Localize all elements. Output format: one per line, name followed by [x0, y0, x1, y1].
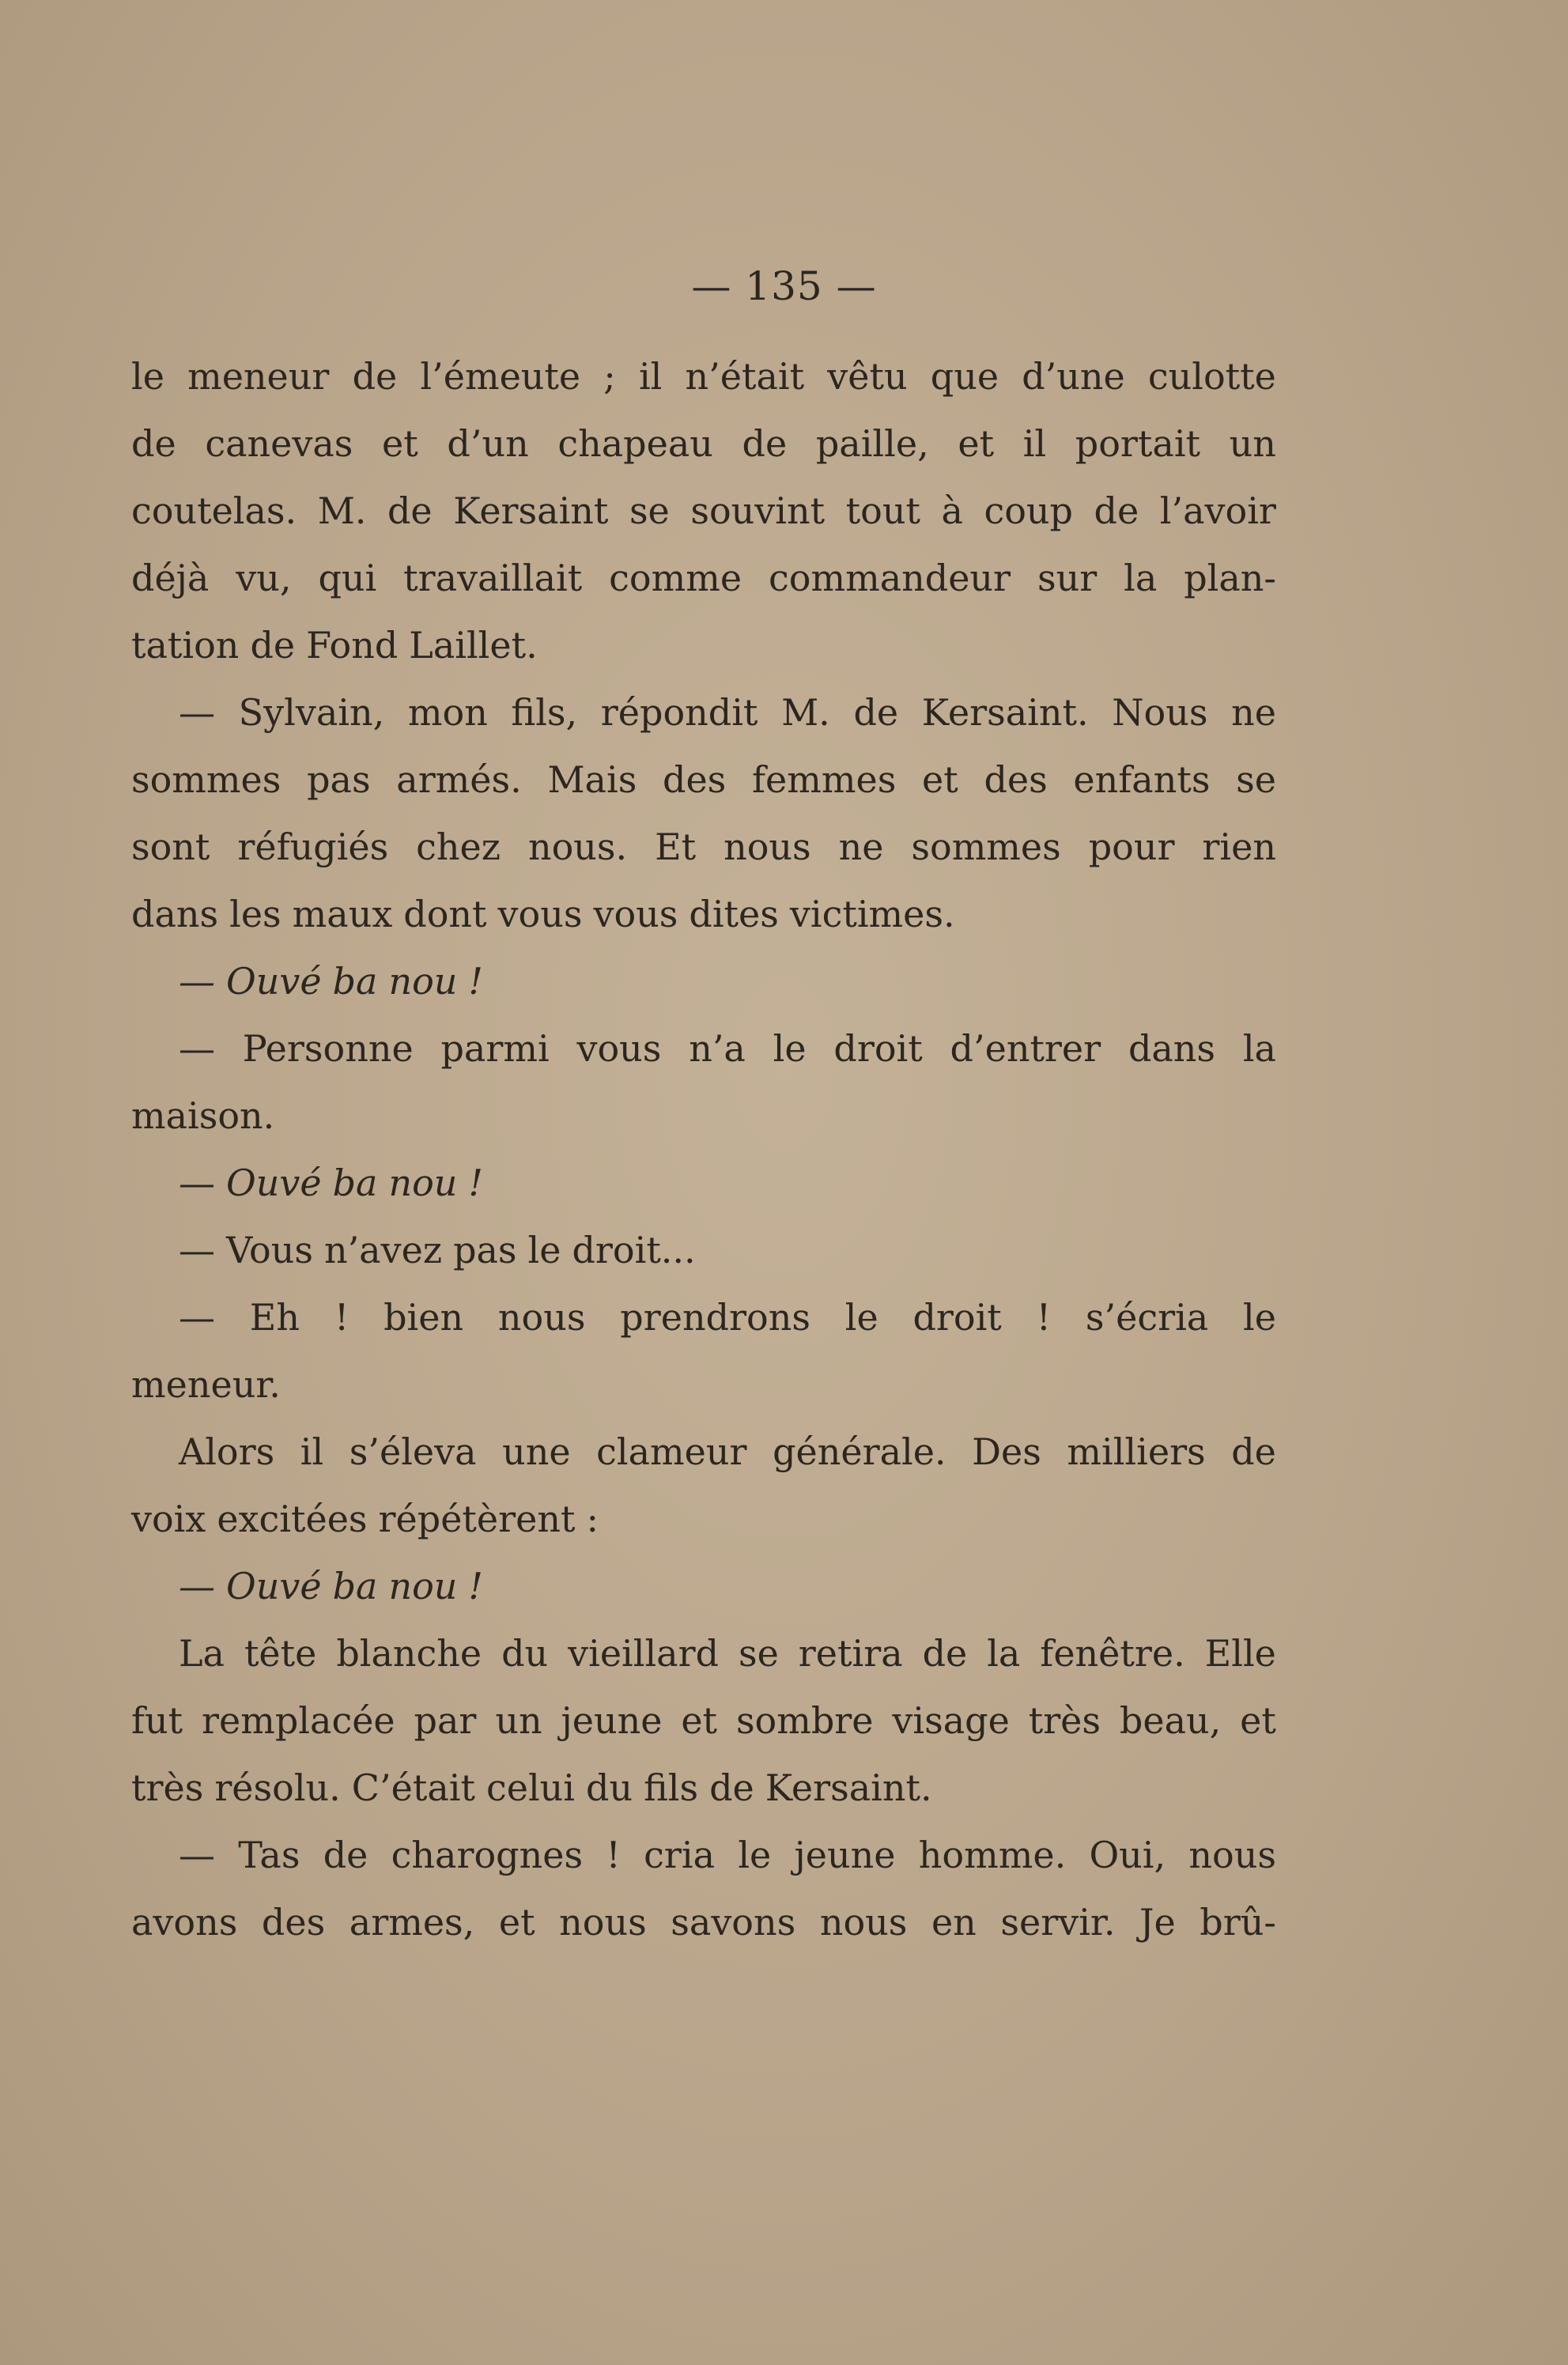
- word: dites: [689, 893, 779, 935]
- word: Eh: [249, 1296, 300, 1339]
- word: chapeau: [557, 422, 713, 465]
- text-line: [131, 612, 1276, 679]
- word: plan-: [1184, 557, 1276, 599]
- word: de: [742, 422, 788, 465]
- word: vous: [497, 893, 583, 935]
- text-line: [131, 478, 1276, 545]
- word: jeune: [561, 1699, 663, 1742]
- word: s’écria: [1085, 1296, 1209, 1339]
- word: brû-: [1200, 1901, 1276, 1944]
- text-line: [131, 1015, 1276, 1082]
- word: fut: [131, 1699, 183, 1742]
- text-line: [131, 545, 1276, 612]
- word: résolu.: [214, 1766, 341, 1809]
- text-line: [131, 1284, 1276, 1351]
- word: très: [1028, 1699, 1101, 1742]
- word: La: [179, 1632, 225, 1675]
- word: beau,: [1119, 1699, 1222, 1742]
- word: ba: [332, 1162, 378, 1204]
- word: nous: [497, 1296, 586, 1339]
- text-line: [131, 1150, 1276, 1217]
- word: celui: [486, 1766, 575, 1809]
- word: rien: [1202, 825, 1276, 868]
- word: fenêtre.: [1040, 1632, 1185, 1675]
- word: fils: [644, 1766, 699, 1809]
- word: visage: [892, 1699, 1010, 1742]
- word: —: [179, 691, 215, 734]
- word: charognes: [391, 1834, 584, 1876]
- word: les: [229, 893, 281, 935]
- word: !: [468, 1565, 483, 1608]
- word: coutelas.: [131, 489, 297, 532]
- word: il: [1022, 422, 1047, 465]
- word: des: [984, 758, 1048, 801]
- word: répondit: [600, 691, 758, 734]
- text-line: [131, 1351, 1276, 1419]
- word: prendrons: [620, 1296, 810, 1339]
- word: nous: [1188, 1834, 1276, 1876]
- word: de: [709, 1766, 754, 1809]
- word: Des: [972, 1430, 1041, 1473]
- word: vous: [593, 893, 678, 935]
- word: très: [131, 1766, 204, 1809]
- word: ;: [603, 355, 616, 398]
- word: du: [586, 1766, 633, 1809]
- word: tête: [244, 1632, 317, 1675]
- word: sombre: [735, 1699, 874, 1742]
- word: tation: [131, 624, 240, 667]
- word: à: [941, 489, 963, 532]
- word: parmi: [440, 1027, 550, 1070]
- word: Ouvé: [226, 1565, 322, 1608]
- word: le: [527, 1229, 561, 1271]
- word: que: [930, 355, 999, 398]
- word: travaillait: [403, 557, 583, 599]
- page-text: [131, 343, 1276, 1956]
- word: clameur: [596, 1430, 747, 1473]
- word: avons: [131, 1901, 238, 1944]
- word: du: [501, 1632, 549, 1675]
- word: de: [323, 1834, 368, 1876]
- word: il: [638, 355, 663, 398]
- word: Kersaint.: [921, 691, 1089, 734]
- word: Oui,: [1089, 1834, 1166, 1876]
- word: ba: [332, 960, 378, 1003]
- word: comme: [609, 557, 742, 599]
- word: Laillet.: [409, 624, 538, 667]
- word: Ouvé: [226, 1162, 322, 1204]
- word: de: [387, 489, 433, 532]
- word: la: [1124, 557, 1158, 599]
- page-number: — 135 —: [691, 263, 877, 309]
- word: Elle: [1204, 1632, 1276, 1675]
- word: de: [853, 691, 899, 734]
- word: se: [629, 489, 670, 532]
- text-line: [131, 1687, 1276, 1755]
- word: —: [179, 1565, 215, 1608]
- word: réfugiés: [237, 825, 389, 868]
- word: !: [606, 1834, 621, 1876]
- word: et: [681, 1699, 718, 1742]
- word: dans: [131, 893, 219, 935]
- word: la: [1242, 1027, 1276, 1070]
- word: !: [1036, 1296, 1052, 1339]
- word: :: [586, 1498, 599, 1540]
- word: tout: [845, 489, 920, 532]
- word: de: [1094, 489, 1139, 532]
- word: pas: [307, 758, 371, 801]
- word: et: [1240, 1699, 1276, 1742]
- word: Fond: [306, 624, 399, 667]
- word: homme.: [918, 1834, 1067, 1876]
- word: dont: [403, 893, 487, 935]
- word: chez: [416, 825, 501, 868]
- text-line: [131, 410, 1276, 478]
- word: Personne: [242, 1027, 414, 1070]
- word: se: [1236, 758, 1276, 801]
- word: servir.: [1000, 1901, 1116, 1944]
- word: armes,: [349, 1901, 475, 1944]
- word: nous.: [527, 825, 628, 868]
- word: enfants: [1073, 758, 1211, 801]
- word: Tas: [238, 1834, 300, 1876]
- word: Ouvé: [226, 960, 322, 1003]
- text-line: [131, 1217, 1276, 1284]
- word: sommes: [131, 758, 281, 801]
- word: le: [844, 1296, 878, 1339]
- word: —: [179, 960, 215, 1003]
- word: —: [179, 1027, 215, 1070]
- word: il: [300, 1430, 324, 1473]
- word: des: [663, 758, 727, 801]
- word: souvint: [690, 489, 826, 532]
- word: dans: [1128, 1027, 1216, 1070]
- word: Je: [1139, 1901, 1176, 1944]
- word: Mais: [547, 758, 637, 801]
- word: et: [382, 422, 418, 465]
- word: Kersaint: [453, 489, 609, 532]
- text-line: [131, 1553, 1276, 1620]
- word: le: [1243, 1296, 1276, 1339]
- word: en: [931, 1901, 977, 1944]
- word: bien: [383, 1296, 464, 1339]
- word: nou: [388, 1565, 458, 1608]
- word: excitées: [217, 1498, 368, 1540]
- word: maison.: [131, 1094, 275, 1137]
- word: nou: [388, 1162, 458, 1204]
- word: le: [738, 1834, 772, 1876]
- word: vieillard: [568, 1632, 720, 1675]
- word: Kersaint.: [765, 1766, 932, 1809]
- word: Vous: [226, 1229, 313, 1271]
- word: qui: [318, 557, 377, 599]
- word: sur: [1037, 557, 1098, 599]
- word: vu,: [236, 557, 292, 599]
- word: des: [261, 1901, 326, 1944]
- word: victimes.: [789, 893, 955, 935]
- word: culotte: [1147, 355, 1276, 398]
- word: paille,: [815, 422, 929, 465]
- word: Alors: [179, 1430, 275, 1473]
- word: !: [334, 1296, 349, 1339]
- word: vous: [576, 1027, 662, 1070]
- word: droit: [833, 1027, 923, 1070]
- word: n’avez: [323, 1229, 443, 1271]
- word: le: [773, 1027, 807, 1070]
- word: ne: [1231, 691, 1276, 734]
- word: droit: [912, 1296, 1002, 1339]
- word: d’une: [1022, 355, 1125, 398]
- word: Nous: [1112, 691, 1208, 734]
- word: sommes: [911, 825, 1061, 868]
- word: la: [987, 1632, 1021, 1675]
- text-line: [131, 1822, 1276, 1889]
- word: portait: [1075, 422, 1201, 465]
- word: s’éleva: [349, 1430, 477, 1473]
- word: l’émeute: [420, 355, 581, 398]
- word: meneur.: [131, 1363, 281, 1406]
- word: déjà: [131, 557, 210, 599]
- word: par: [414, 1699, 477, 1742]
- word: meneur: [187, 355, 330, 398]
- word: d’entrer: [950, 1027, 1101, 1070]
- word: —: [179, 1834, 215, 1876]
- word: se: [739, 1632, 779, 1675]
- word: commandeur: [769, 557, 1011, 599]
- text-line: [131, 1889, 1276, 1956]
- word: de: [131, 422, 176, 465]
- word: —: [179, 1229, 215, 1271]
- text-line: [131, 746, 1276, 814]
- word: sont: [131, 825, 210, 868]
- text-line: [131, 1419, 1276, 1486]
- word: M.: [781, 691, 830, 734]
- word: ba: [332, 1565, 378, 1608]
- word: l’avoir: [1159, 489, 1276, 532]
- word: droit...: [572, 1229, 696, 1271]
- word: jeune: [794, 1834, 896, 1876]
- word: de: [1231, 1430, 1276, 1473]
- word: !: [468, 1162, 483, 1204]
- word: retira: [798, 1632, 903, 1675]
- word: !: [468, 960, 483, 1003]
- word: et: [498, 1901, 535, 1944]
- word: répétèrent: [378, 1498, 576, 1540]
- text-line: [131, 814, 1276, 881]
- word: cria: [644, 1834, 716, 1876]
- word: blanche: [336, 1632, 482, 1675]
- text-line: [131, 1620, 1276, 1687]
- word: n’était: [685, 355, 805, 398]
- word: un: [495, 1699, 542, 1742]
- word: remplacée: [202, 1699, 395, 1742]
- word: coup: [984, 489, 1073, 532]
- word: une: [502, 1430, 571, 1473]
- word: —: [179, 1296, 215, 1339]
- word: canevas: [205, 422, 353, 465]
- text-line: [131, 881, 1276, 948]
- word: —: [179, 1162, 215, 1204]
- word: de: [922, 1632, 968, 1675]
- word: le: [131, 355, 164, 398]
- word: ne: [838, 825, 884, 868]
- word: pour: [1088, 825, 1175, 868]
- word: et: [958, 422, 995, 465]
- word: maux: [292, 893, 393, 935]
- word: fils,: [511, 691, 578, 734]
- text-line: [131, 1755, 1276, 1822]
- word: d’un: [447, 422, 529, 465]
- text-line: [131, 679, 1276, 746]
- word: armés.: [396, 758, 522, 801]
- word: n’a: [689, 1027, 746, 1070]
- word: nous: [819, 1901, 908, 1944]
- word: nous: [724, 825, 811, 868]
- word: nou: [388, 960, 458, 1003]
- word: générale.: [773, 1430, 946, 1473]
- word: savons: [671, 1901, 796, 1944]
- word: mon: [407, 691, 488, 734]
- word: C’était: [351, 1766, 475, 1809]
- text-line: [131, 1082, 1276, 1150]
- word: Sylvain,: [238, 691, 385, 734]
- word: pas: [453, 1229, 517, 1271]
- word: voix: [131, 1498, 206, 1540]
- word: nous: [559, 1901, 647, 1944]
- word: de: [352, 355, 398, 398]
- text-line: [131, 948, 1276, 1015]
- word: femmes: [751, 758, 897, 801]
- word: milliers: [1067, 1430, 1206, 1473]
- word: vêtu: [827, 355, 908, 398]
- word: Et: [655, 825, 697, 868]
- word: de: [250, 624, 296, 667]
- word: et: [922, 758, 958, 801]
- text-line: [131, 343, 1276, 410]
- word: M.: [317, 489, 367, 532]
- text-line: [131, 1486, 1276, 1553]
- word: un: [1229, 422, 1276, 465]
